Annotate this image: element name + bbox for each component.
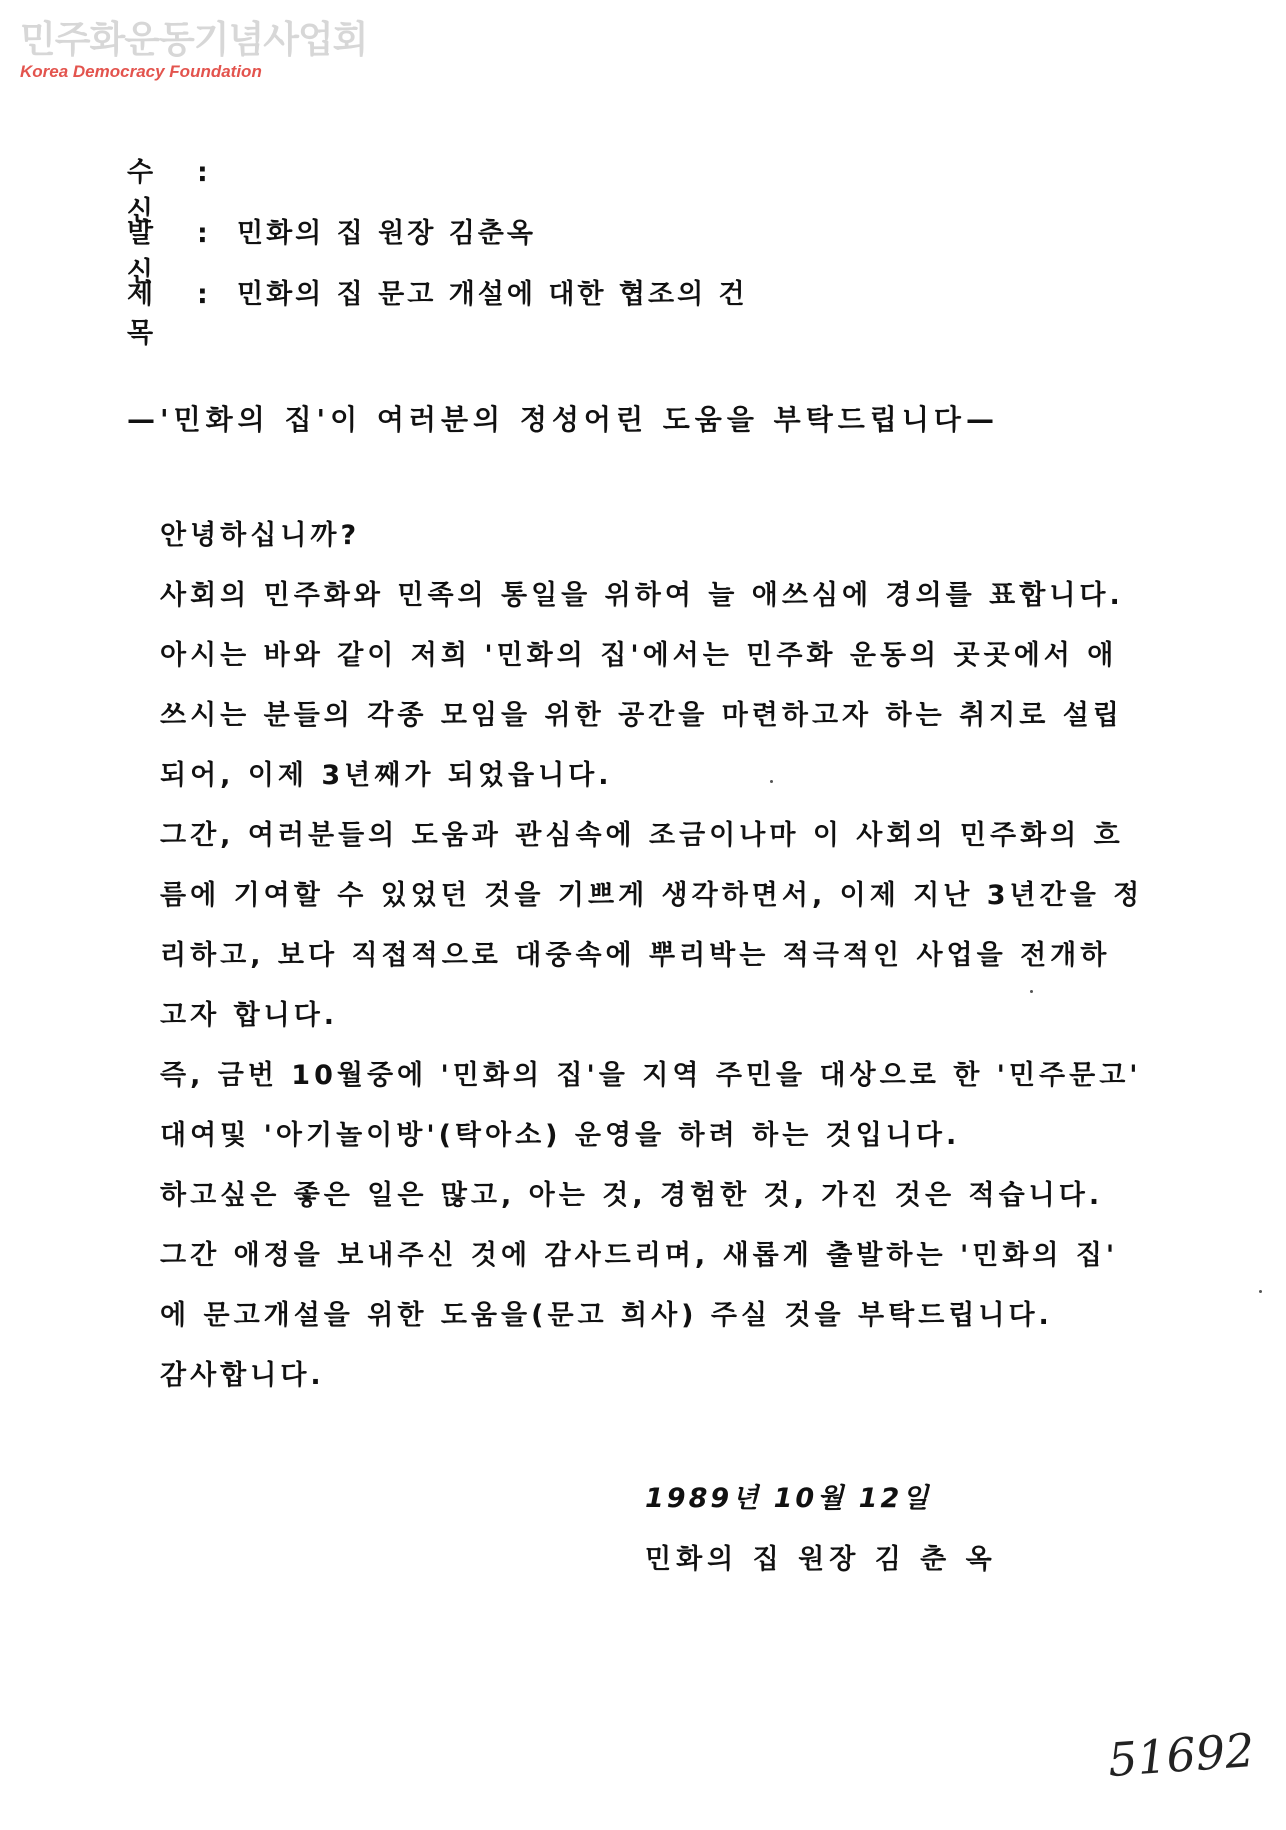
letter-body (160, 513, 1170, 1413)
foundation-watermark (20, 18, 367, 82)
colon: : (197, 279, 211, 310)
scan-speck (770, 780, 773, 783)
letter-date: 1989년 10월 12일 (645, 1483, 932, 1514)
sender-value: 민화의 집 원장 김춘옥 (237, 218, 536, 249)
sender-row (127, 211, 748, 288)
body-line: 하고싶은 좋은 일은 많고, 아는 것, 경험한 것, 가진 것은 적습니다. (160, 1180, 1104, 1211)
watermark-english: Korea Democracy Foundation (20, 62, 262, 81)
body-line: 대여및 '아기놀이방'(탁아소) 운영을 하려 하는 것입니다. (160, 1120, 961, 1151)
colon: : (197, 218, 211, 249)
subject-row (127, 272, 748, 349)
closing-sender: 민화의 집 원장 김 춘 옥 (645, 1544, 997, 1575)
recipient-label: 수신 (127, 157, 186, 227)
letter-subtitle: —'민화의 집'이 여러분의 정성어린 도움을 부탁드립니다— (127, 403, 999, 436)
body-line: 고자 합니다. (160, 1000, 339, 1031)
body-line: 쓰시는 분들의 각종 모임을 위한 공간을 마련하고자 하는 취지로 설립 (160, 700, 1123, 731)
colon: : (197, 157, 211, 188)
sender-label: 발신 (127, 218, 186, 288)
subject-label: 제목 (127, 279, 186, 349)
watermark-korean: 민주화운동기념사업회 (20, 17, 368, 61)
handwritten-document-number: 51692 (1106, 1722, 1257, 1788)
recipient-row (127, 150, 748, 227)
body-line: 즉, 금번 10월중에 '민화의 집'을 지역 주민을 대상으로 한 '민주문고' (160, 1060, 1142, 1091)
body-line: 되어, 이제 3년째가 되었읍니다. (160, 760, 613, 791)
body-line: 에 문고개설을 위한 도움을(문고 희사) 주실 것을 부탁드립니다. (160, 1300, 1053, 1331)
body-line: 안녕하십니까? (160, 520, 361, 551)
body-line: 리하고, 보다 직접적으로 대중속에 뿌리박는 적극적인 사업을 전개하 (160, 940, 1111, 971)
scan-speck (1030, 990, 1033, 993)
body-line: 감사합니다. (160, 1360, 325, 1391)
body-line: 그간 애정을 보내주신 것에 감사드리며, 새롭게 출발하는 '민화의 집' (160, 1240, 1119, 1271)
letter-header (127, 150, 748, 349)
subject-value: 민화의 집 문고 개설에 대한 협조의 건 (237, 279, 748, 310)
body-line: 그간, 여러분들의 도움과 관심속에 조금이나마 이 사회의 민주화의 흐 (160, 820, 1124, 851)
body-line: 름에 기여할 수 있었던 것을 기쁘게 생각하면서, 이제 지난 3년간을 정 (160, 880, 1144, 911)
body-line: 사회의 민주화와 민족의 통일을 위하여 늘 애쓰심에 경의를 표합니다. (160, 580, 1124, 611)
body-line: 아시는 바와 같이 저희 '민화의 집'에서는 민주화 운동의 곳곳에서 애 (160, 640, 1118, 671)
scan-speck (1259, 1290, 1262, 1293)
